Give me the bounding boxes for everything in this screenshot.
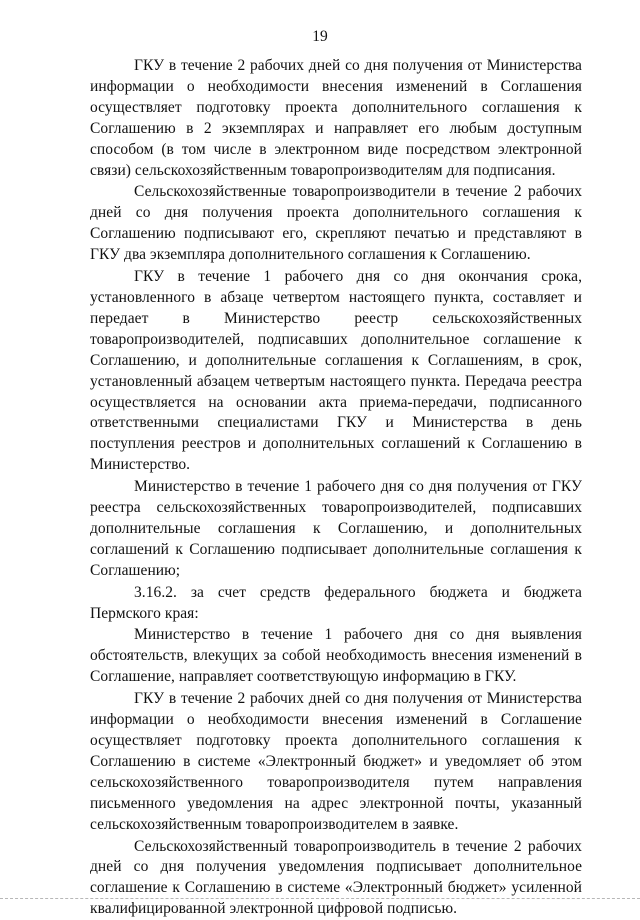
paragraph-gku-electronic-budget-notice: ГКУ в течение 2 рабочих дней со дня получения от Министерства информации о необходимости внесения изменений в Соглашение осуществляет подготовку проекта дополнительного соглашения к Соглашению в системе «Электронный бюджет» и уведомляет об этом сельскохозяйственного товаропроизводителя путем направления письменного уведомления на адрес электронной почты, указанный сельскохозяйственным товаропроизводителем в заявке. [90, 690, 582, 833]
paragraph-section-3-16-2: 3.16.2. за счет средств федерального бюджета и бюджета Пермского края: [90, 583, 582, 622]
paragraph-producer-signs-electronically: Сельскохозяйственный товаропроизводитель в течение 2 рабочих дней со дня получения уведомления подписывает дополнительное соглашение к Соглашению в системе «Электронный бюджет» усиленной квалифицированной электронной цифровой подписью. [90, 837, 582, 918]
scan-bottom-edge [0, 898, 640, 899]
paragraph-gku-transfers-registry: ГКУ в течение 1 рабочего дня со дня окончания срока, установленного в абзаце четвертом настоящего пункта, составляет и передает в Министерство реестр сельскохозяйственных товаропроизводителей, подписавших дополнительное соглашение к Соглашению, и дополнительные соглашения к Соглашениям, в срок, установленный абзацем четвертым настоящего пункта. Передача реестра осуществляется на основании акта приема-передачи, подписанного ответственными специалистами ГКУ и Министерства в день поступления реестров и дополнительных соглашений к Соглашению в Министерство. [90, 268, 582, 474]
paragraph-ministry-signs-agreements: Министерство в течение 1 рабочего дня со дня получения от ГКУ реестра сельскохозяйственных товаропроизводителей, подписавших дополнительные соглашения к Соглашению, и дополнительных соглашений к Соглашению подписывает дополнительные соглашения к Соглашению; [90, 478, 582, 579]
paragraph-ministry-sends-information: Министерство в течение 1 рабочего дня со дня выявления обстоятельств, влекущих за собой необходимость внесения изменений в Соглашение, направляет соответствующую информацию в ГКУ. [90, 626, 582, 686]
document-body [90, 56, 582, 920]
page-number: 19 [312, 28, 328, 45]
paragraph-gku-prepares-supplementary-agreement: ГКУ в течение 2 рабочих дней со дня получения от Министерства информации о необходимости внесения изменений в Соглашения осуществляет подготовку проекта дополнительного соглашения к Соглашению в 2 экземплярах и направляет его любым доступным способом (в том числе в электронном виде посредством электронной связи) сельскохозяйственным товаропроизводителям для подписания. [90, 57, 582, 179]
paragraph-producers-sign-agreement: Сельскохозяйственные товаропроизводители в течение 2 рабочих дней со дня получения проекта дополнительного соглашения к Соглашению подписывают его, скрепляют печатью и представляют в ГКУ два экземпляра дополнительного соглашения к Соглашению. [90, 183, 582, 264]
